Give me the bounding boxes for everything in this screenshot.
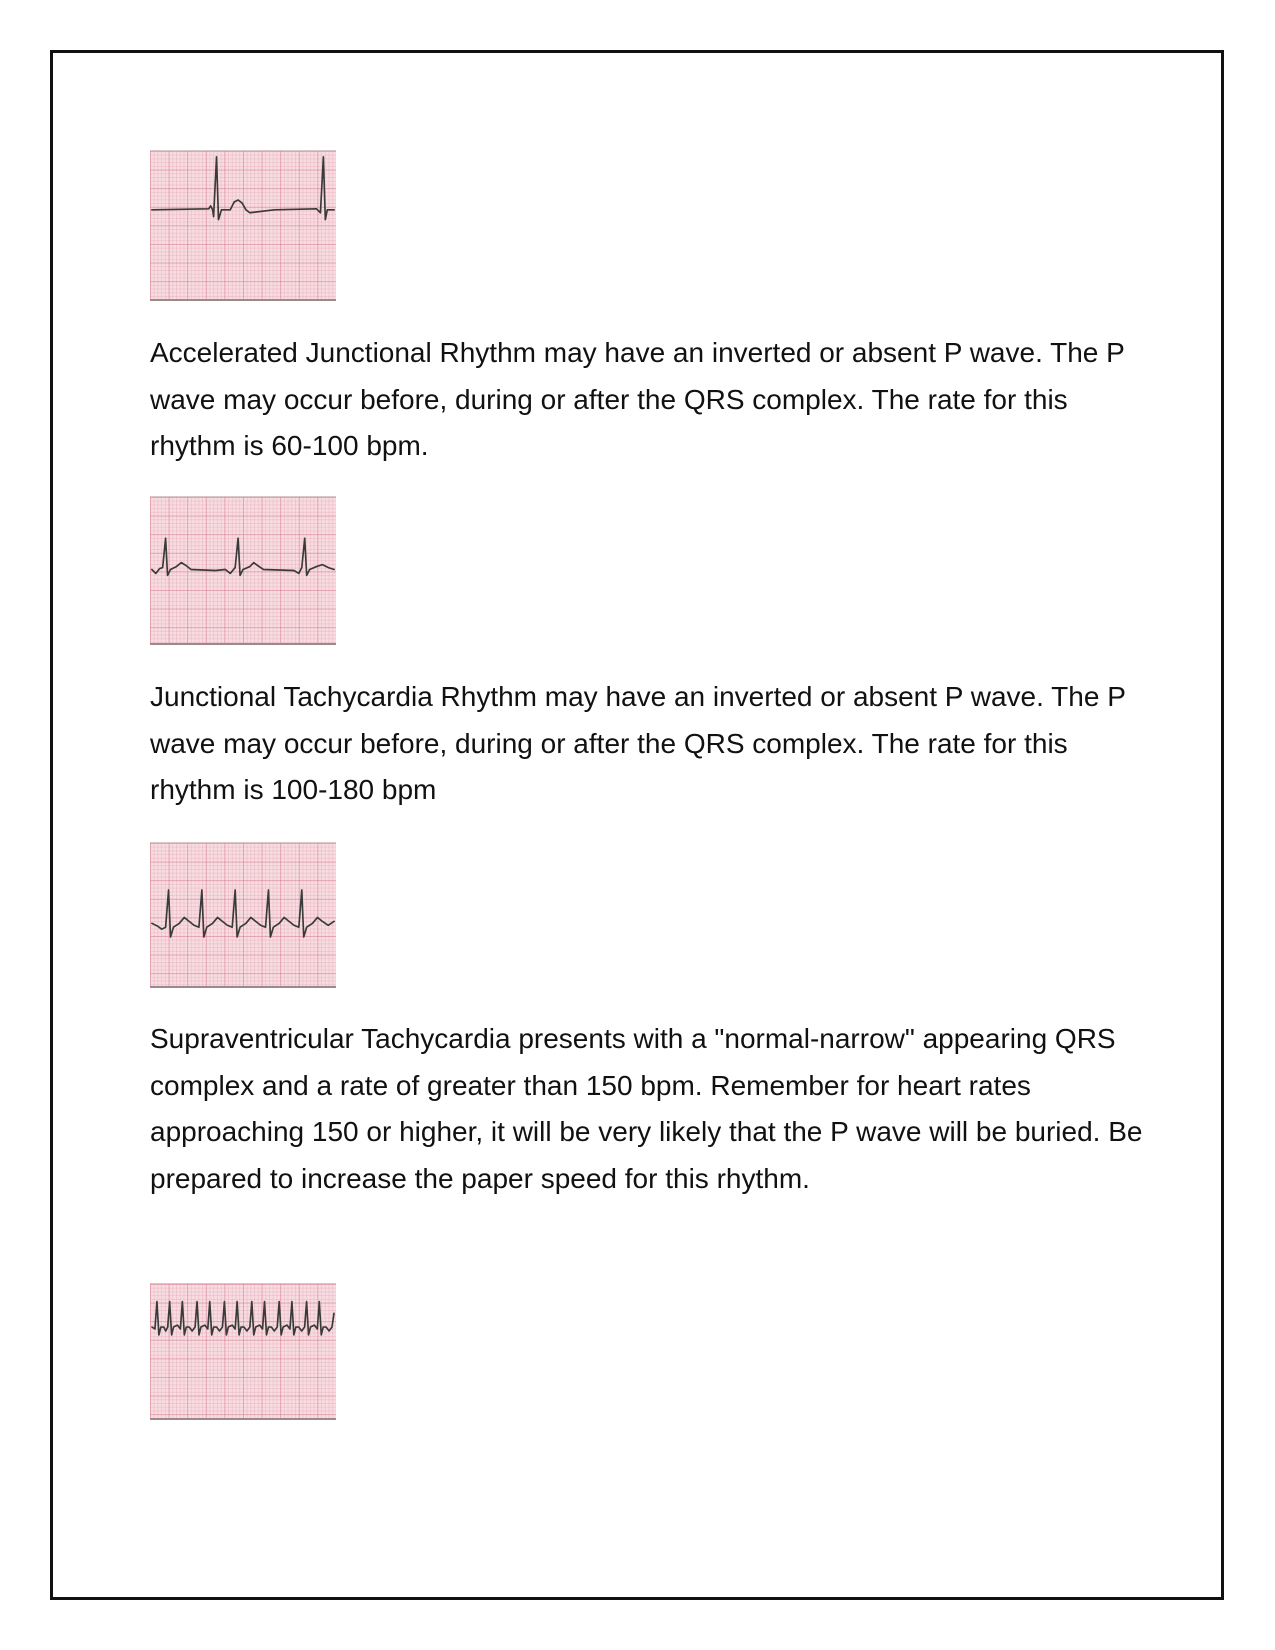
ecg-strip-1 <box>150 150 336 301</box>
ecg-trace-4 <box>150 1284 336 1418</box>
ecg-trace-1 <box>150 151 336 299</box>
paragraph-accelerated-junctional: Accelerated Junctional Rhythm may have an inverted or absent P wave. The P wave may occur before, during or after the QRS complex. The rate for this rhythm is 60-100 bpm. <box>150 337 1125 461</box>
ecg-trace-3 <box>150 843 336 986</box>
paragraph-supraventricular-tachycardia: Supraventricular Tachycardia presents with a "normal-narrow" appearing QRS complex and a rate of greater than 150 bpm. Remember for heart rates approaching 150 or higher, it will be very likely that the P wave will be buried. Be prepared to increase the paper speed for this rhythm. <box>150 1023 1143 1194</box>
ecg-strip-3 <box>150 842 336 988</box>
ecg-strip-4 <box>150 1283 336 1420</box>
ecg-strip-2 <box>150 496 336 645</box>
paragraph-junctional-tachycardia: Junctional Tachycardia Rhythm may have an inverted or absent P wave. The P wave may occur before, during or after the QRS complex. The rate for this rhythm is 100-180 bpm <box>150 681 1126 805</box>
ecg-trace-2 <box>150 497 336 643</box>
